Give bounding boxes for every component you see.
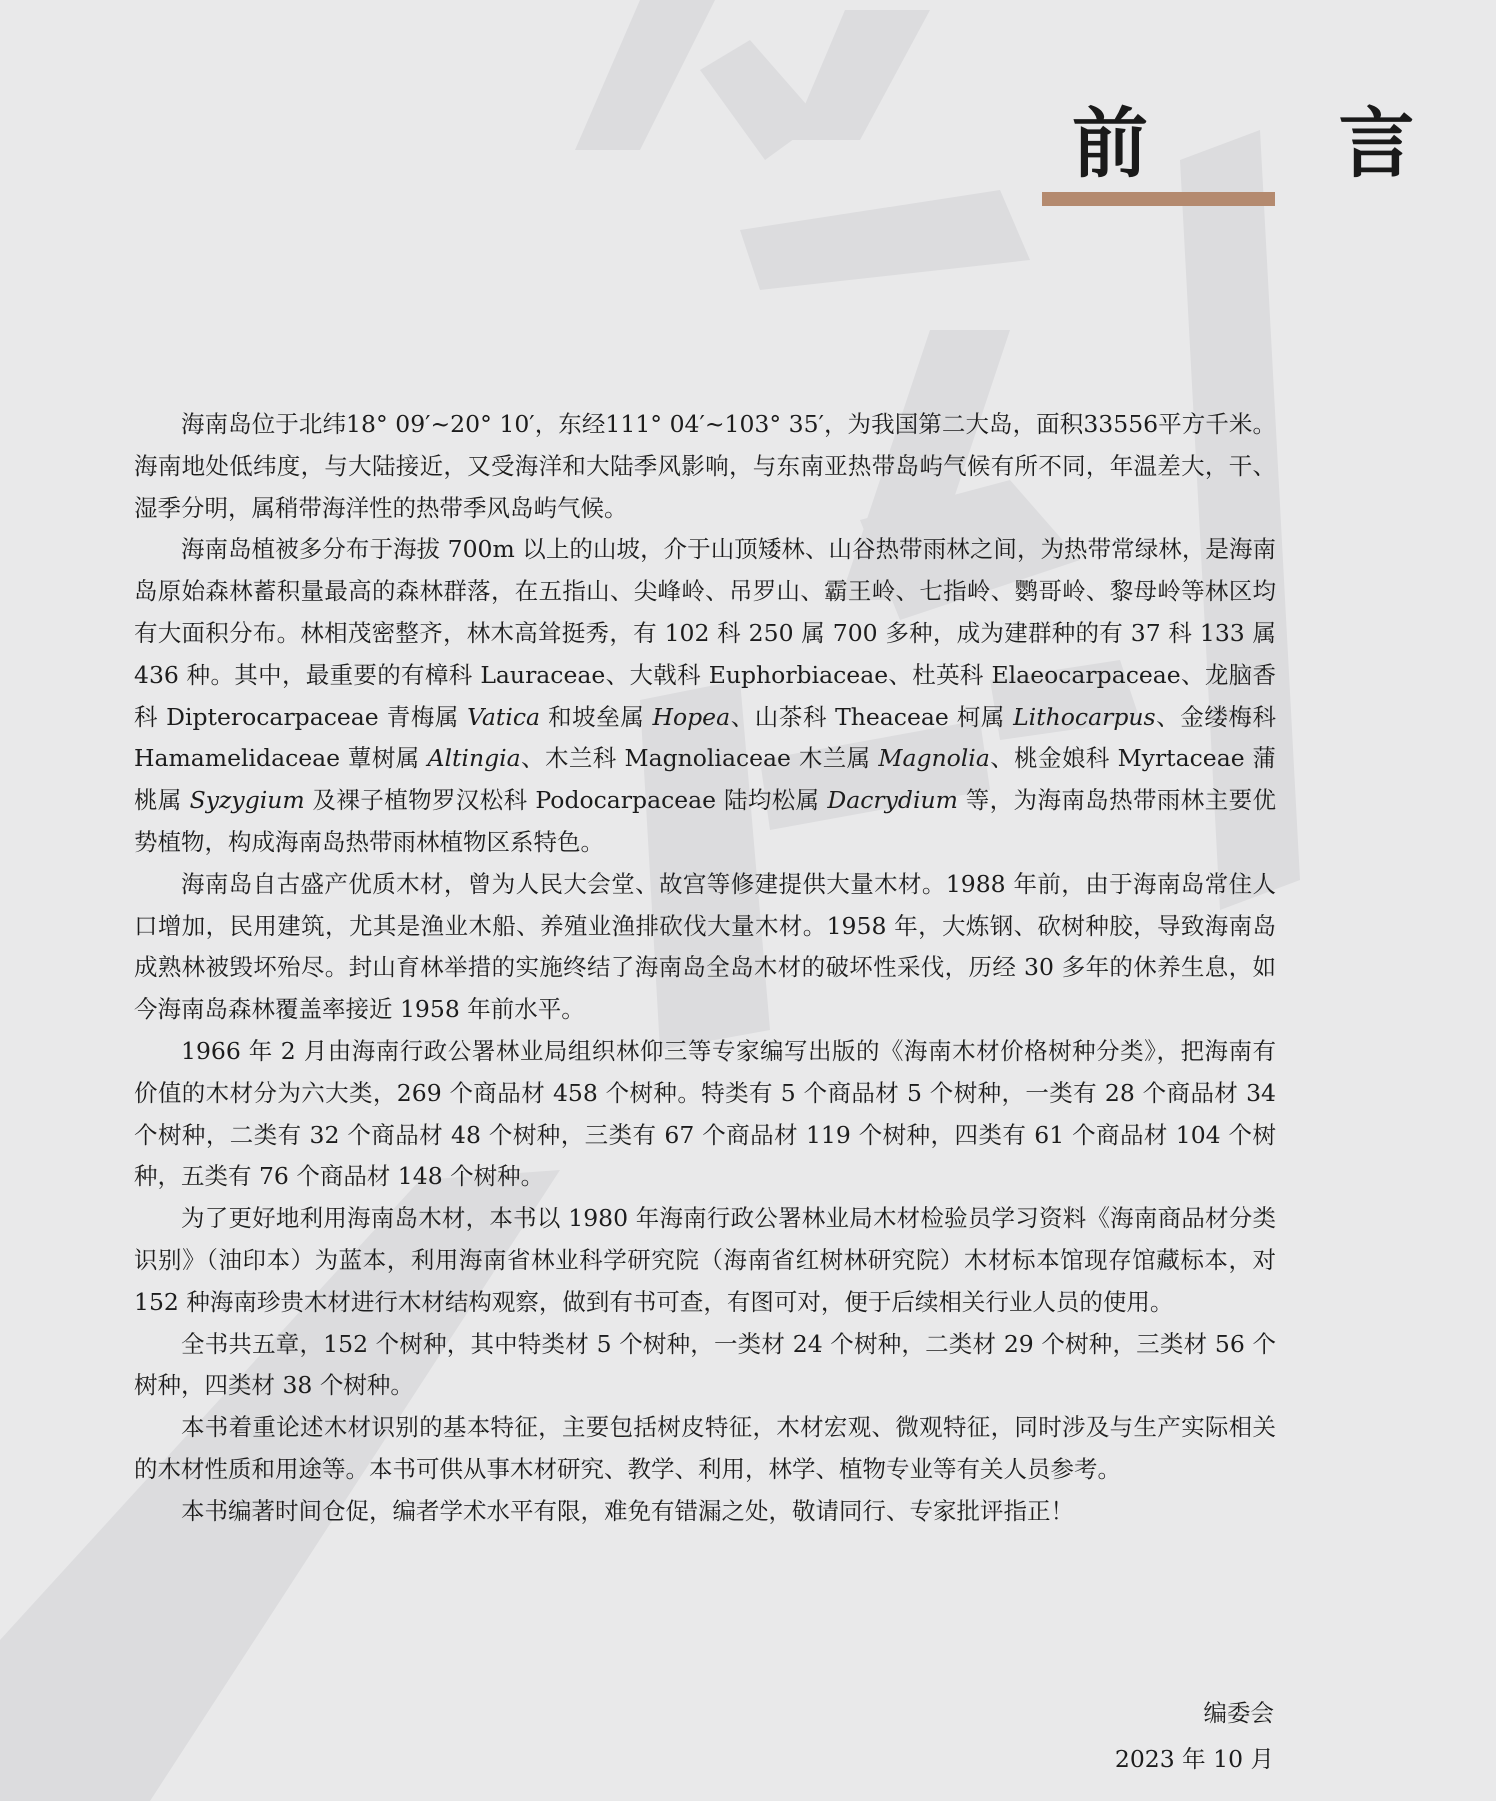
text-run: 本书编著时间仓促，编者学术水平有限，难免有错漏之处，敬请同行、专家批评指正！ xyxy=(181,1496,1074,1525)
text-run: 、木兰科 Magnoliaceae 木兰属 xyxy=(520,744,879,773)
text-run: 海南岛位于北纬18° 09′~20° 10′，东经111° 04′~103° 35′，为我国第二大岛，面积33556平方千米。海南地处低纬度，与大陆接近，又受海洋和大陆季风影响，与东南亚热带岛屿气候有所不同，年温差大，干、湿季分明，属稍带海洋性的热带季风岛屿气候。 xyxy=(134,410,1276,522)
preface-paragraph xyxy=(134,404,1276,529)
text-run: 全书共五章，152 个树种，其中特类材 5 个树种，一类材 24 个树种，二类材 29 个树种，三类材 56 个树种，四类材 38 个树种。 xyxy=(134,1329,1276,1400)
title-underline-bar xyxy=(1042,192,1275,206)
text-run: 本书着重论述木材识别的基本特征，主要包括树皮特征，木材宏观、微观特征，同时涉及与生产实际相关的木材性质和用途等。本书可供从事木材研究、教学、利用，林学、植物专业等有关人员参考。 xyxy=(134,1413,1276,1483)
preface-paragraph xyxy=(134,1491,1276,1533)
genus-name: Vatica xyxy=(467,702,541,731)
text-run: 、金缕梅科 Hamamelidaceae 蕈树属 xyxy=(134,702,1276,773)
text-run: 、桃金娘科 Myrtaceae 蒲桃属 xyxy=(134,744,1276,815)
text-run: 1966 年 2 月由海南行政公署林业局组织林仰三等专家编写出版的《海南木材价格树种分类》，把海南有价值的木材分为六大类，269 个商品材 458 个树种。特类有 5 个商品材 5 个树种，一类有 28 个商品材 34 个树种，二类有 32 个商品材 48 个树种，三类有 67 个商品材 119 个树种，四类有 61 个商品材 104 个树种，五类有 76 个商品材 148 个树种。 xyxy=(134,1036,1276,1191)
preface-body xyxy=(134,404,1276,1533)
genus-name: Altingia xyxy=(427,744,521,773)
genus-name: Syzygium xyxy=(189,786,305,815)
genus-name: Lithocarpus xyxy=(1013,702,1156,731)
text-run: 海南岛自古盛产优质木材，曾为人民大会堂、故宫等修建提供大量木材。1988 年前，由于海南岛常住人口增加，民用建筑，尤其是渔业木船、养殖业渔排砍伐大量木材。1958 年，大炼钢、砍树种胶，导致海南岛成熟林被毁坏殆尽。封山育林举措的实施终结了海南岛全岛木材的破坏性采伐，历经 30 多年的休养生息，如今海南岛森林覆盖率接近 1958 年前水平。 xyxy=(134,869,1276,1024)
text-run: 和坡垒属 xyxy=(540,702,653,731)
text-run: 等，为海南岛热带雨林主要优势植物，构成海南岛热带雨林植物区系特色。 xyxy=(134,786,1276,856)
preface-paragraph xyxy=(134,1407,1276,1491)
page-title: 前 言 xyxy=(1072,99,1496,188)
editorial-committee-signature: 编委会 xyxy=(1203,1699,1274,1727)
genus-name: Magnolia xyxy=(878,744,990,773)
preface-paragraph xyxy=(134,1031,1276,1198)
preface-paragraph xyxy=(134,1324,1276,1408)
publication-date: 2023 年 10 月 xyxy=(1114,1745,1274,1773)
text-run: 海南岛植被多分布于海拔 700m 以上的山坡，介于山顶矮林、山谷热带雨林之间，为热带常绿林，是海南岛原始森林蓄积量最高的森林群落，在五指山、尖峰岭、吊罗山、霸王岭、七指岭、鹦哥岭、黎母岭等林区均有大面积分布。林相茂密整齐，林木高耸挺秀，有 102 科 250 属 700 多种，成为建群种的有 37 科 133 属 436 种。其中，最重要的有樟科 Lauraceae、大戟科 Euphorbiaceae、杜英科 Elaeocarpaceae、龙脑香科 Dipterocarpaceae 青梅属 xyxy=(134,535,1276,731)
preface-paragraph xyxy=(134,1198,1276,1323)
genus-name: Dacrydium xyxy=(827,786,958,815)
text-run: 为了更好地利用海南岛木材，本书以 1980 年海南行政公署林业局木材检验员学习资料《海南商品材分类识别》（油印本）为蓝本，利用海南省林业科学研究院（海南省红树林研究院）木材标本馆现存馆藏标本，对 152 种海南珍贵木材进行木材结构观察，做到有书可查，有图可对，便于后续相关行业人员的使用。 xyxy=(134,1204,1276,1316)
text-run: 、山茶科 Theaceae 柯属 xyxy=(730,702,1014,731)
text-run: 及裸子植物罗汉松科 Podocarpaceae 陆均松属 xyxy=(304,786,828,815)
preface-paragraph xyxy=(134,864,1276,1031)
preface-paragraph xyxy=(134,529,1276,863)
genus-name: Hopea xyxy=(652,702,731,731)
